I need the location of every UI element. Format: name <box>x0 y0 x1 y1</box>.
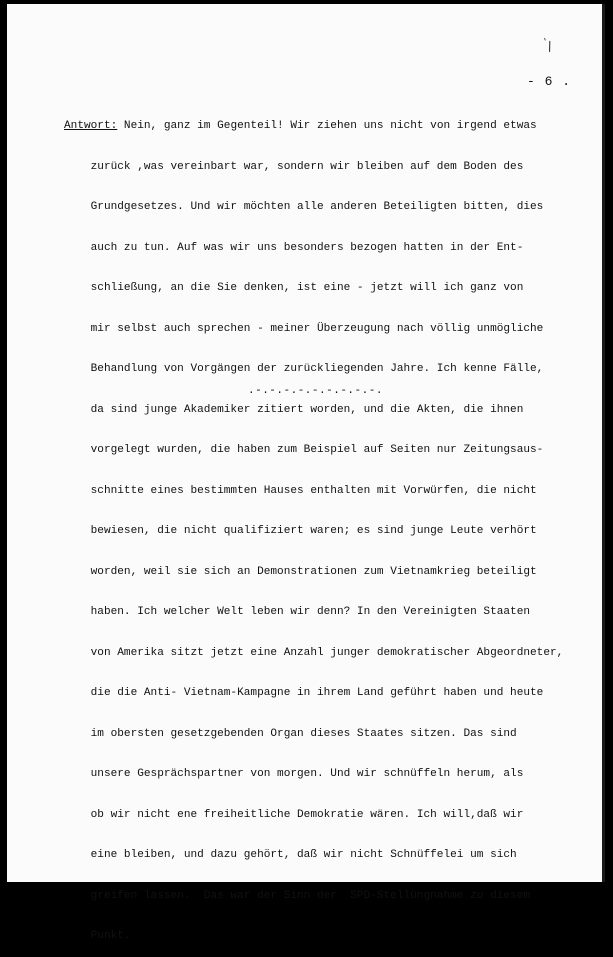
answer-line: ob wir nicht ene freiheitliche Demokratie wären. Ich will,daß wir <box>64 808 524 821</box>
answer-line: unsere Gesprächspartner von morgen. Und wir schnüffeln herum, als <box>64 768 524 780</box>
page-number: - 6 . <box>527 74 572 89</box>
answer-line: Punkt. <box>64 930 131 942</box>
page-edge-shadow <box>602 4 605 882</box>
answer-line: Behandlung von Vorgängen der zurückliegenden Jahre. Ich kenne Fälle, <box>64 363 544 375</box>
answer-line: da sind junge Akademiker zitiert worden, und die Akten, die ihnen <box>64 403 524 416</box>
answer-line: vorgelegt wurden, die haben zum Beispiel auf Seiten nur Zeitungsaus- <box>64 444 544 456</box>
answer-line: greifen lassen. Das war der Sinn der SPD-Stellüngnahme zu diesem <box>64 889 531 902</box>
answer-line: worden, weil sie sich an Demonstrationen zum Vietnamkrieg beteiligt <box>64 565 537 578</box>
answer-line: die die Anti- Vietnam-Kampagne in ihrem Land geführt haben und heute <box>64 687 544 699</box>
answer-line: mir selbst auch sprechen - meiner Überzeugung nach völlig unmögliche <box>64 322 544 335</box>
answer-line: von Amerika sitzt jetzt eine Anzahl junger demokratischer Abgeordneter, <box>64 646 564 659</box>
corner-mark: `\ <box>535 35 557 56</box>
answer-line: zurück ,was vereinbart war, sondern wir bleiben auf dem Boden des <box>64 160 524 173</box>
section-separator: .-.-.-.-.-.-.-.-.-. <box>248 385 383 397</box>
answer-line: eine bleiben, und dazu gehört, daß wir nicht Schnüffelei um sich <box>64 849 517 861</box>
answer-label: Antwort: <box>64 120 118 132</box>
answer-paragraph <box>64 93 594 957</box>
answer-line: auch zu tun. Auf was wir uns besonders bezogen hatten in der Ent- <box>64 241 524 254</box>
answer-line: schnitte eines bestimmten Hauses enthalten mit Vorwürfen, die nicht <box>64 484 537 497</box>
answer-line: im obersten gesetzgebenden Organ dieses Staates sitzen. Das sind <box>64 727 517 740</box>
answer-line: schließung, an die Sie denken, ist eine - jetzt will ich ganz von <box>64 282 524 294</box>
answer-line: bewiesen, die nicht qualifiziert waren; es sind junge Leute verhört <box>64 525 537 537</box>
answer-line: haben. Ich welcher Welt leben wir denn? In den Vereinigten Staaten <box>64 606 531 618</box>
answer-line: Grundgesetzes. Und wir möchten alle anderen Beteiligten bitten, dies <box>64 201 544 213</box>
answer-first-line-text: Nein, ganz im Gegenteil! Wir ziehen uns nicht von irgend etwas <box>117 120 537 132</box>
answer-first-line <box>64 120 594 134</box>
